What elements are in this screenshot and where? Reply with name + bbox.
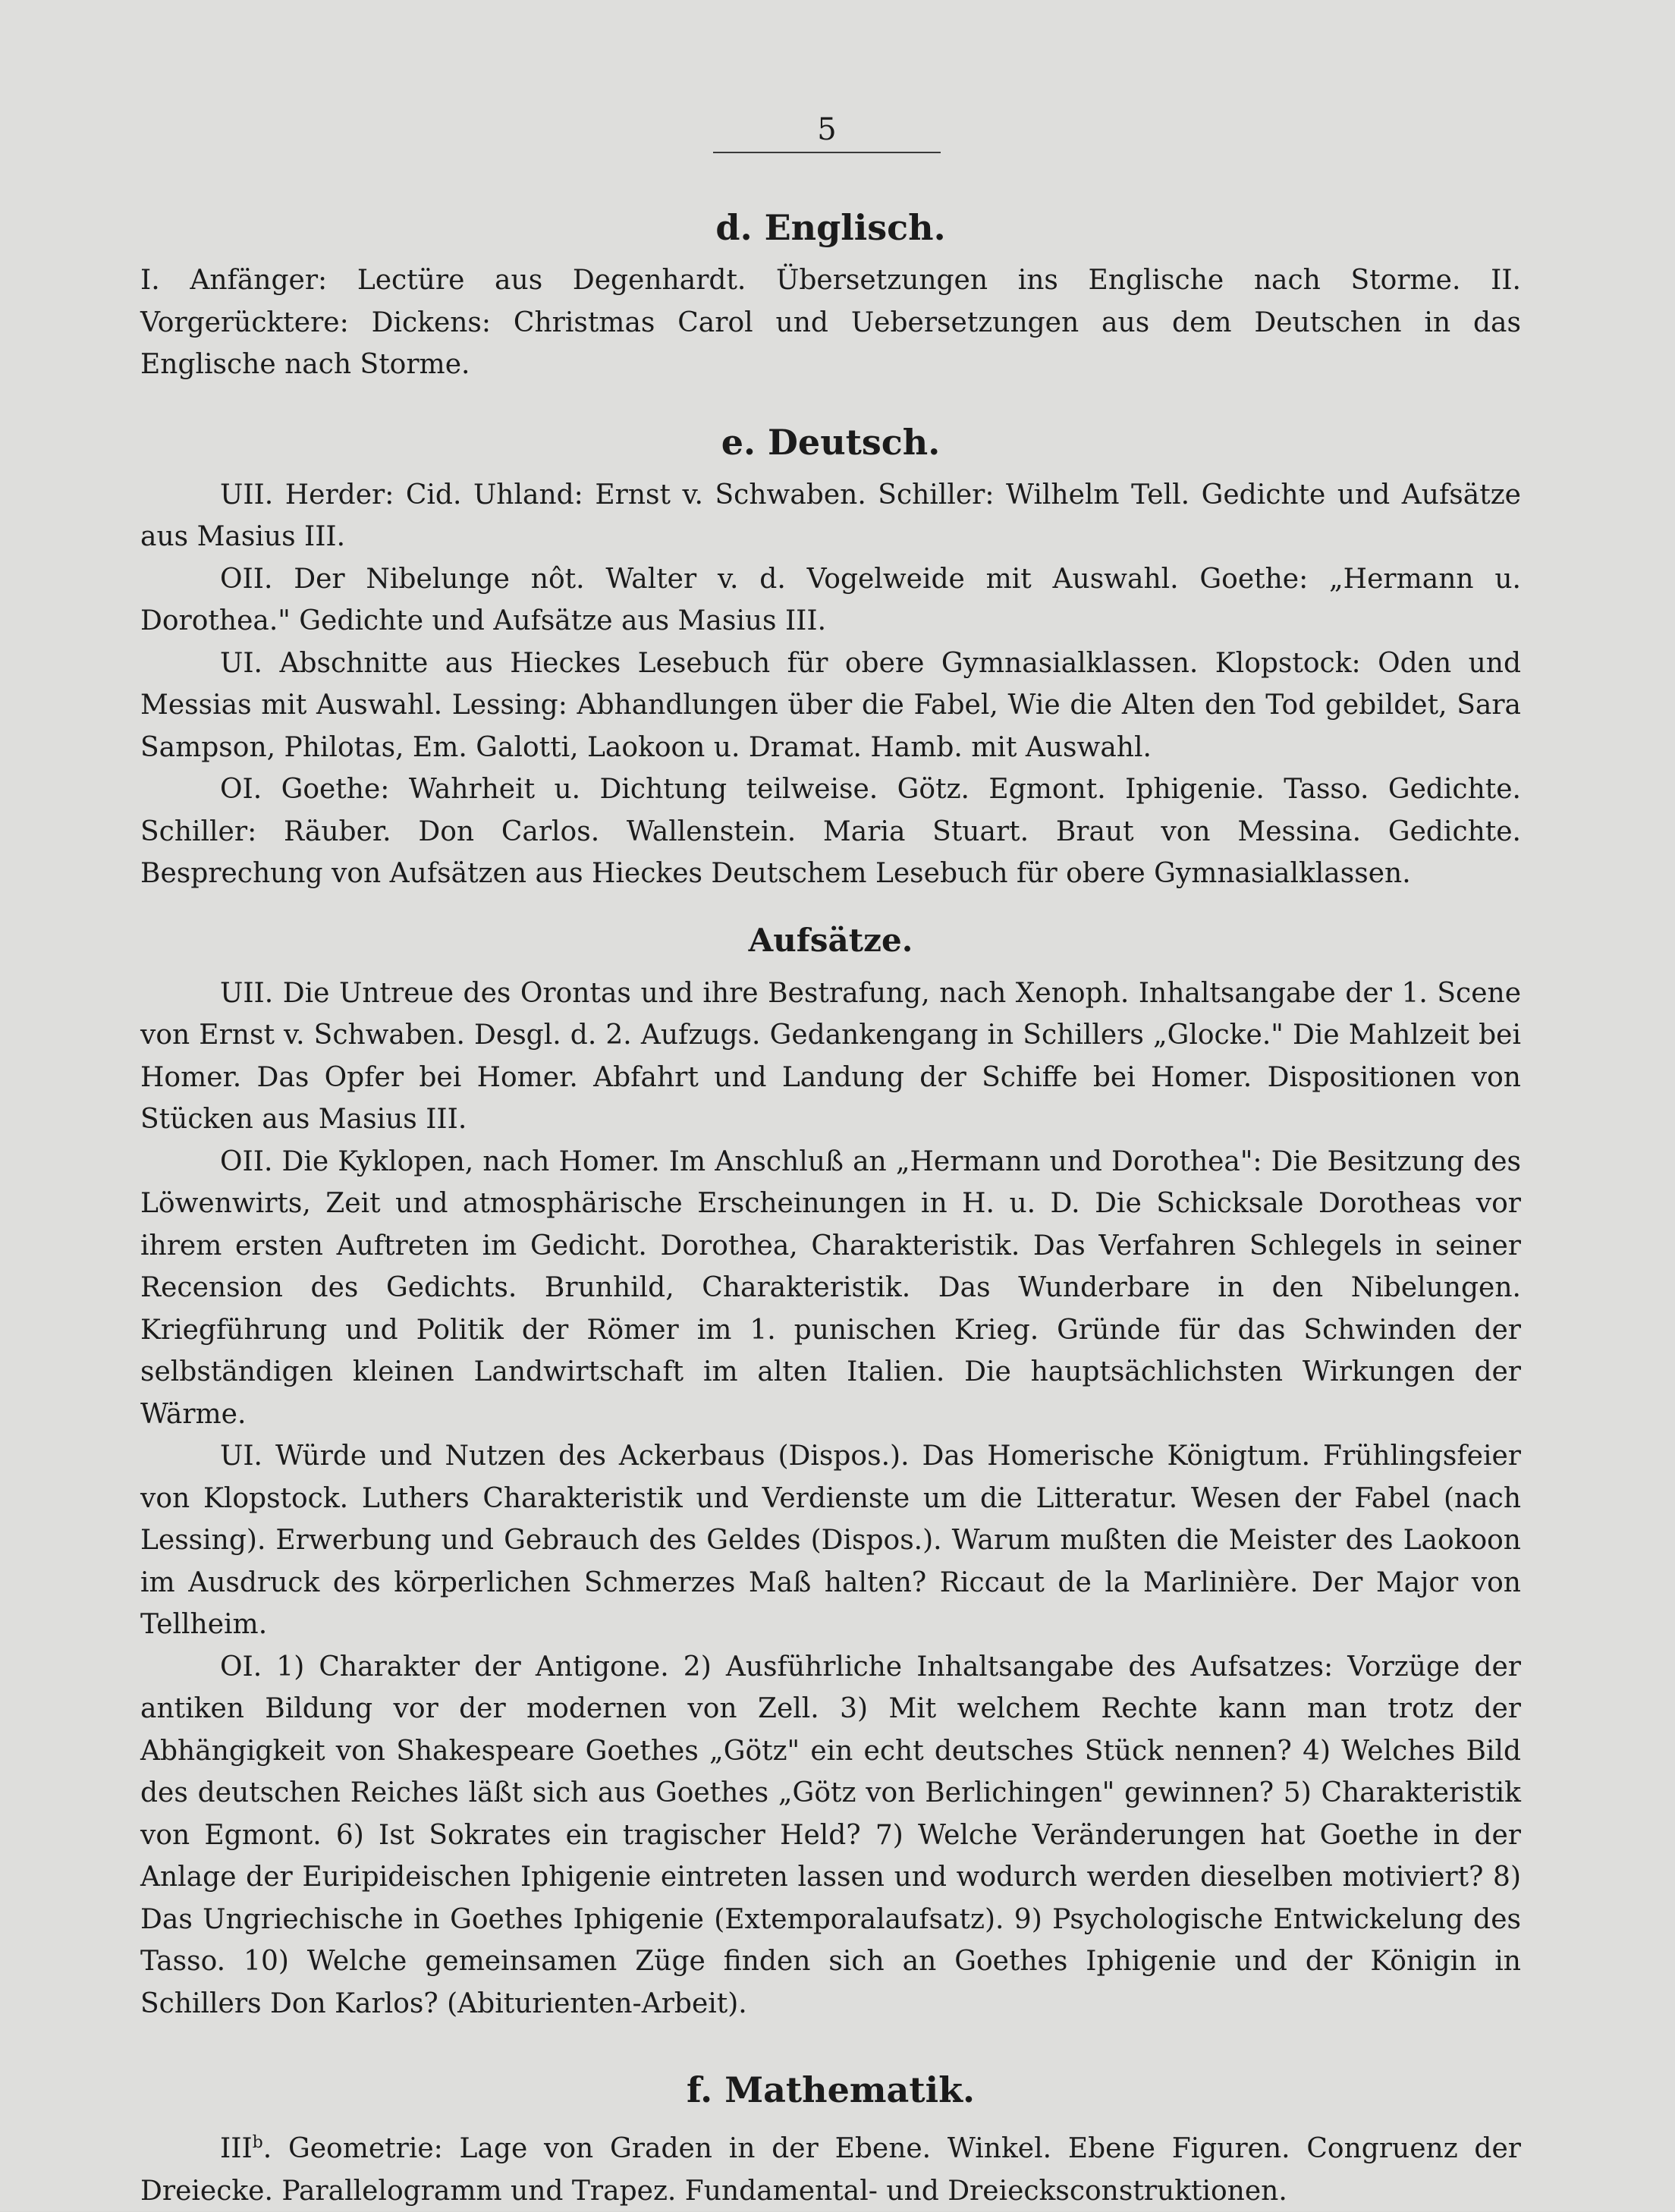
section-aufsaetze xyxy=(140,918,1521,2025)
page-number: 5 xyxy=(817,112,837,147)
paragraph-deutsch-oii: OII. Der Nibelunge nôt. Walter v. d. Vogelweide mit Auswahl. Goethe: „Hermann u. Dorothea." Gedichte und Aufsätze aus Masius III. xyxy=(140,563,1521,636)
paragraph-aufsaetze-oi: OI. 1) Charakter der Antigone. 2) Ausführliche Inhaltsangabe des Aufsatzes: Vorzüge der antiken Bildung vor der modernen von Zell. 3) Mit welchem Rechte kann man trotz der Abhängigkeit von Shakespeare Goethes „Götz" ein echt deutsches Stück nennen? 4) Welches Bild des deutschen Reiches läßt sich aus Goethes „Götz von Berlichingen" gewinnen? 5) Charakteristik von Egmont. 6) Ist Sokrates ein tragischer Held? 7) Welche Veränderungen hat Goethe in der Anlage der Euripideischen Iphigenie eintreten lassen und wodurch werden dieselben motiviert? 8) Das Ungriechische in Goethes Iphigenie (Extemporalaufsatz). 9) Psychologische Entwickelung des Tasso. 10) Welche gemeinsamen Züge finden sich an Goethes Iphigenie und der Königin in Schillers Don Karlos? (Abiturienten-Arbeit). xyxy=(140,1651,1521,2019)
heading-aufsaetze: Aufsätze. xyxy=(748,921,913,959)
section-mathematik xyxy=(140,2067,1521,2212)
section-deutsch xyxy=(140,419,1521,895)
paragraph-deutsch-oi: OI. Goethe: Wahrheit u. Dichtung teilweise. Götz. Egmont. Iphigenie. Tasso. Gedichte. Schiller: Räuber. Don Carlos. Wallenstein. Maria Stuart. Braut von Messina. Gedichte. Besprechung von Aufsätzen aus Hieckes Deutschem Lesebuch für obere Gymnasialklassen. xyxy=(140,774,1521,889)
page-content xyxy=(140,205,1521,2212)
paragraph-mathematik-text: . Geometrie: Lage von Graden in der Ebene. Winkel. Ebene Figuren. Congruenz der Dreiecke. Parallelogramm und Trapez. Fundamental- und Dreiecksconstruktionen. xyxy=(140,2133,1521,2207)
paragraph-aufsaetze-ui: UI. Würde und Nutzen des Ackerbaus (Dispos.). Das Homerische Königtum. Frühlingsfeier von Klopstock. Luthers Charakteristik und Verdienste um die Litteratur. Wesen der Fabel (nach Lessing). Erwerbung und Gebrauch des Geldes (Dispos.). Warum mußten die Meister des Laokoon im Ausdruck des körperlichen Schmerzes Maß halten? Riccaut de la Marlinière. Der Major von Tellheim. xyxy=(140,1441,1521,1640)
paragraph-aufsaetze-uii: UII. Die Untreue des Orontas und ihre Bestrafung, nach Xenoph. Inhaltsangabe der 1. Scene von Ernst v. Schwaben. Desgl. d. 2. Aufzugs. Gedankengang in Schillers „Glocke." Die Mahlzeit bei Homer. Das Opfer bei Homer. Abfahrt und Landung der Schiffe bei Homer. Dispositionen von Stücken aus Masius III. xyxy=(140,977,1521,1135)
class-label-superscript: b xyxy=(252,2133,263,2152)
paragraph-deutsch-ui: UI. Abschnitte aus Hieckes Lesebuch für obere Gymnasialklassen. Klopstock: Oden und Messias mit Auswahl. Lessing: Abhandlungen über die Fabel, Wie die Alten den Tod gebildet, Sara Sampson, Philotas, Em. Galotti, Laokoon u. Dramat. Hamb. mit Auswahl. xyxy=(140,647,1521,763)
page-number-rule xyxy=(713,152,941,153)
paragraph-mathematik xyxy=(140,2122,1521,2212)
heading-mathematik: f. Mathematik. xyxy=(687,2069,975,2110)
heading-englisch: d. Englisch. xyxy=(715,207,946,248)
paragraph-englisch: I. Anfänger: Lectüre aus Degenhardt. Übersetzungen ins Englische nach Storme. II. Vorgerücktere: Dickens: Christmas Carol und Uebersetzungen aus dem Deutschen in das Englische nach Storme. xyxy=(140,265,1521,380)
heading-deutsch: e. Deutsch. xyxy=(721,421,941,463)
class-label: III xyxy=(220,2133,253,2164)
paragraph-deutsch-uii: UII. Herder: Cid. Uhland: Ernst v. Schwaben. Schiller: Wilhelm Tell. Gedichte und Aufsätze aus Masius III. xyxy=(140,479,1521,552)
section-englisch xyxy=(140,205,1521,386)
paragraph-aufsaetze-oii: OII. Die Kyklopen, nach Homer. Im Anschluß an „Hermann und Dorothea": Die Besitzung des Löwenwirts, Zeit und atmosphärische Erscheinungen in H. u. D. Die Schicksale Dorotheas vor ihrem ersten Auftreten im Gedicht. Dorothea, Charakteristik. Das Verfahren Schlegels in seiner Recension des Gedichts. Brunhild, Charakteristik. Das Wunderbare in den Nibelungen. Kriegführung und Politik der Römer im 1. punischen Krieg. Gründe für das Schwinden der selbständigen kleinen Landwirtschaft im alten Italien. Die hauptsächlichsten Wirkungen der Wärme. xyxy=(140,1145,1521,1430)
